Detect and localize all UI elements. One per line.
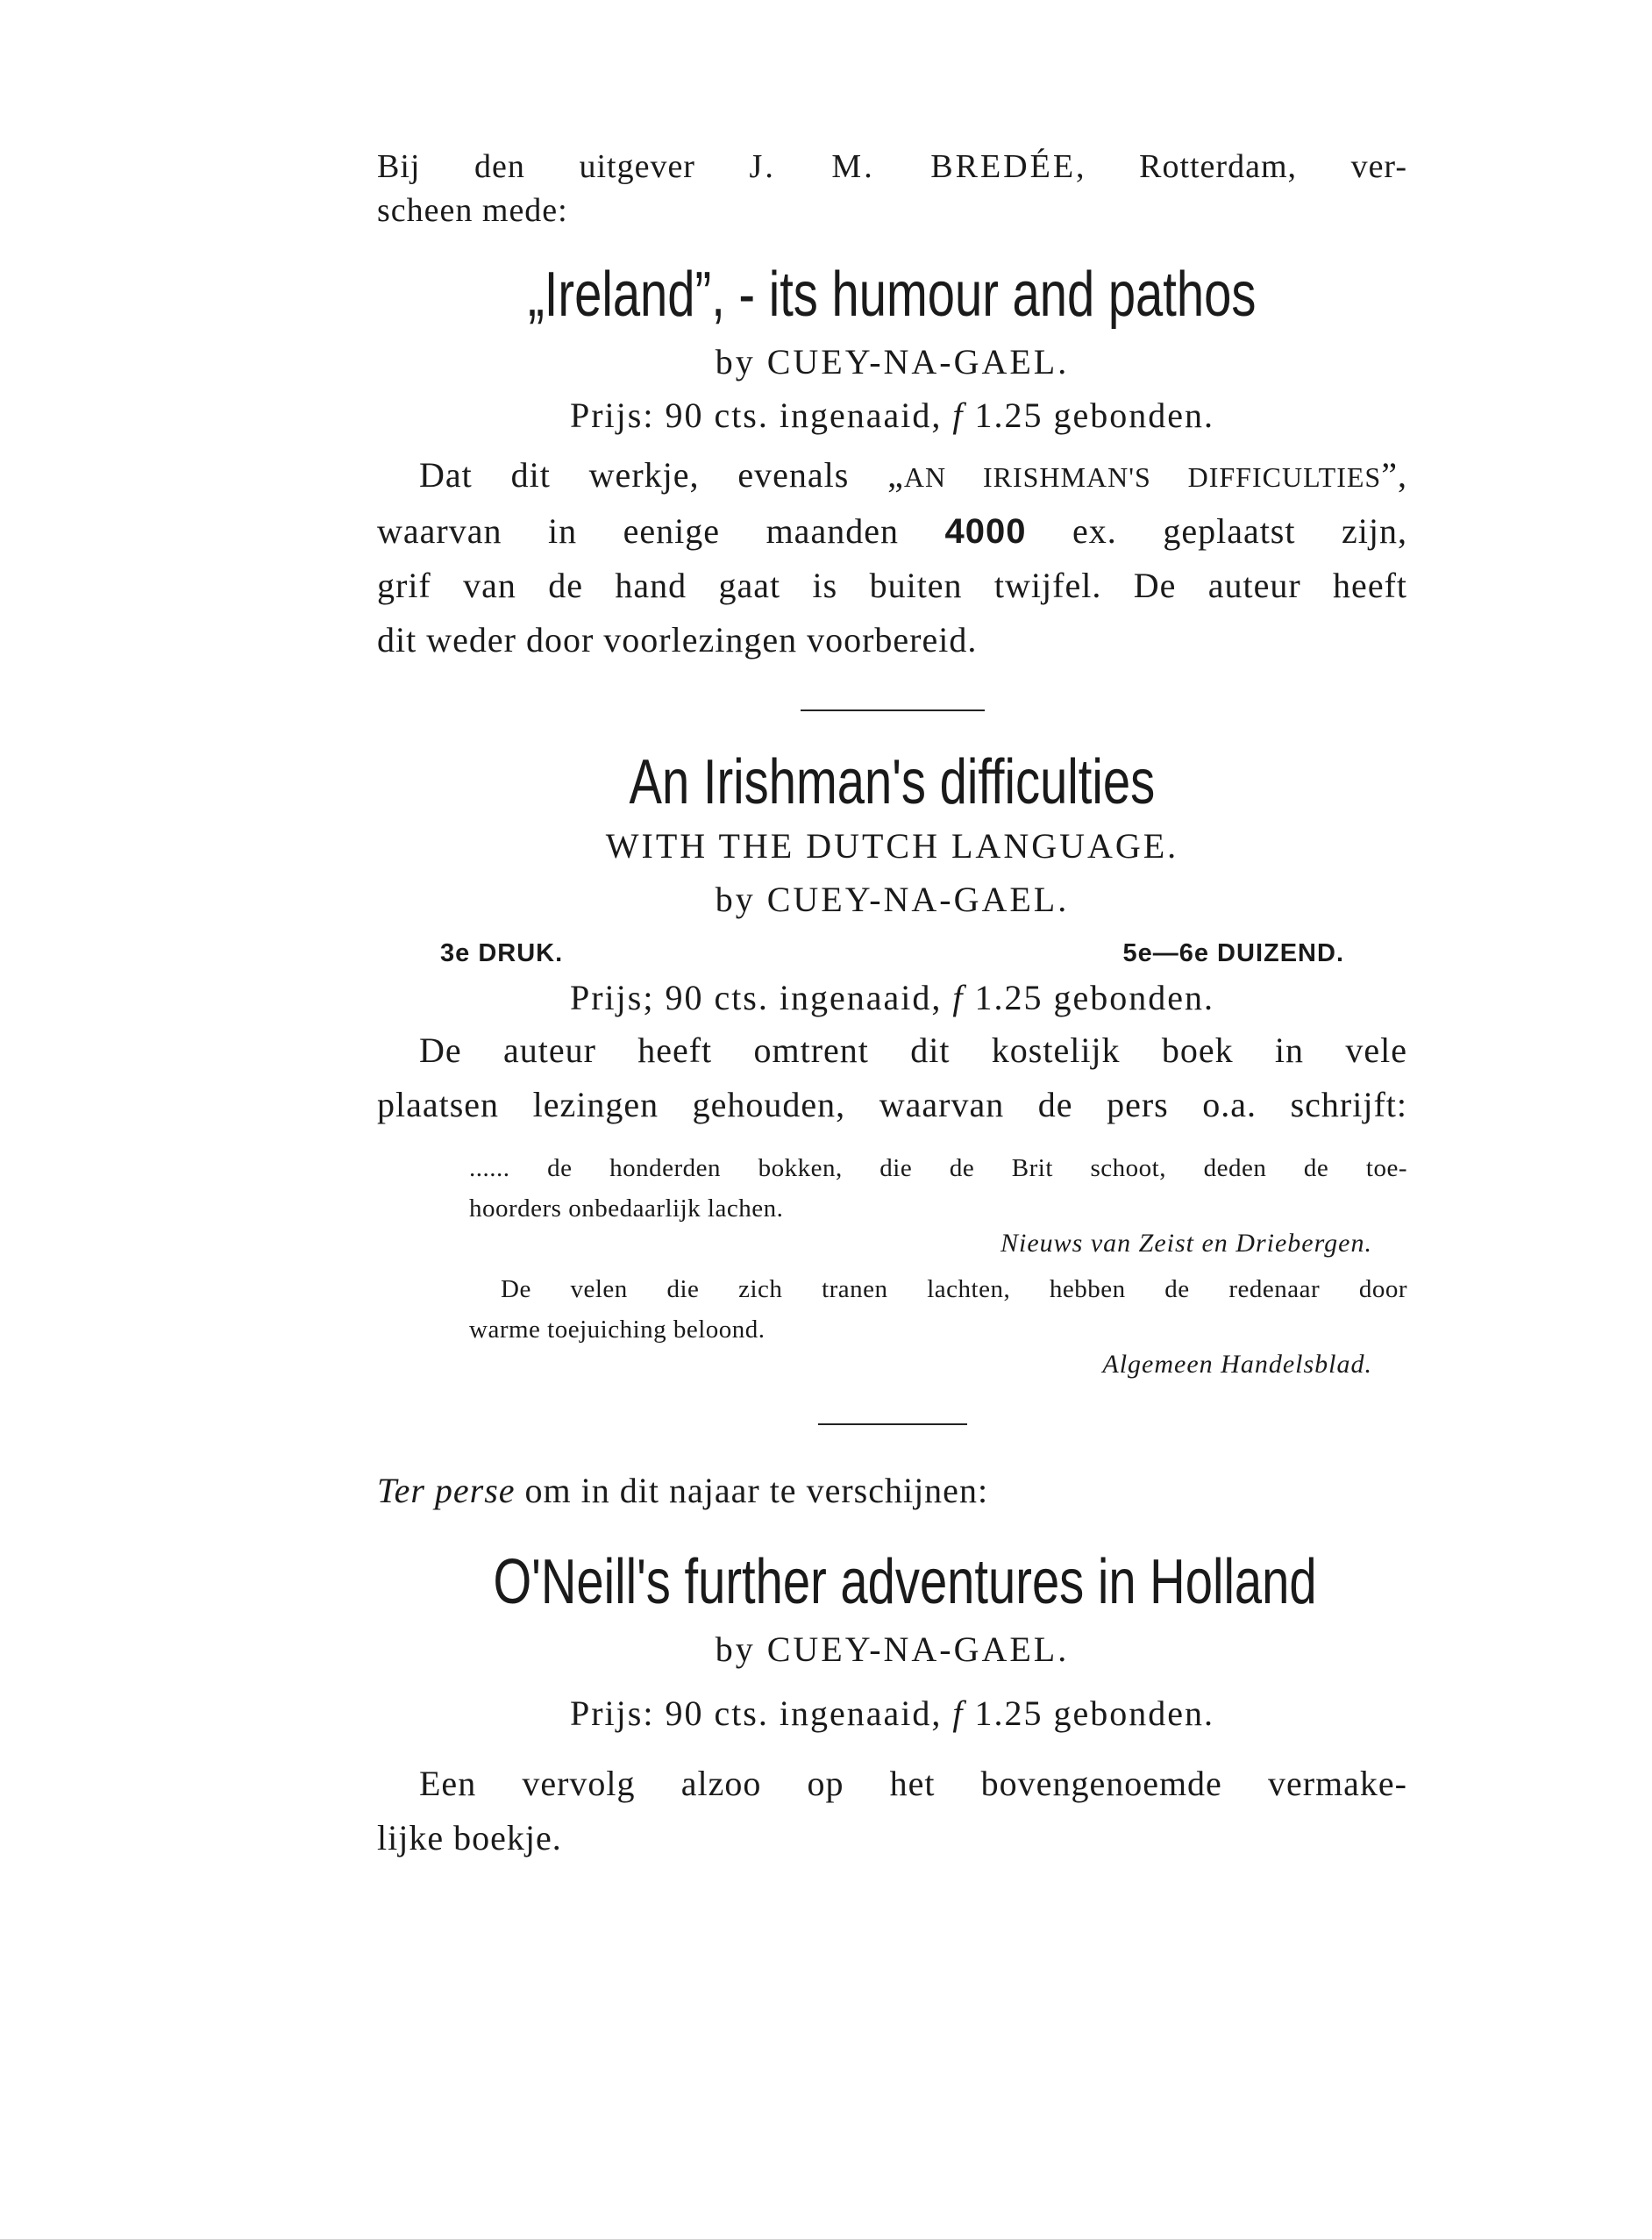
- book1-desc-line2-text: waarvan in eenige maanden: [377, 511, 899, 551]
- book1-florin-sign: f: [952, 396, 965, 435]
- quote2-line1: De velen die zich tranen lachten, hebben de redenaar door: [501, 1275, 1407, 1303]
- book1-desc-line3: grif van de hand gaat is buiten twijfel. De auteur heeft: [377, 566, 1407, 605]
- book1-desc-line1: [377, 448, 1407, 504]
- book2-price-text: Prijs; 90 cts. ingenaaid,: [569, 978, 943, 1017]
- book1-desc-reference: AN IRISHMAN'S DIFFICULTIES: [903, 461, 1382, 493]
- book3-desc-line2: lijke boekje.: [377, 1818, 562, 1858]
- book1-price: [377, 395, 1407, 436]
- book3-description: [377, 1757, 1407, 1865]
- book3-price: [377, 1693, 1407, 1734]
- quote1-source: Nieuws van Zeist en Driebergen.: [1000, 1229, 1372, 1258]
- publisher-intro-line2: scheen mede:: [377, 192, 568, 229]
- quote2-source: Algemeen Handelsblad.: [1102, 1350, 1372, 1379]
- book1-copies-count: 4000: [944, 512, 1027, 551]
- book2-florin-sign: f: [952, 978, 965, 1017]
- book2-thousand: 5e—6e DUIZEND.: [1122, 939, 1344, 967]
- section-divider-2: [818, 1423, 967, 1425]
- book3-announce-text: om in dit najaar te verschijnen:: [524, 1471, 989, 1510]
- intro-text: Bij den uitgever: [377, 148, 695, 185]
- book1-title: „Ireland”, - its humour and pathos: [528, 260, 1257, 330]
- book2-byline: by CUEY-NA-GAEL.: [715, 880, 1070, 919]
- book1-price-bound: 1.25 gebonden.: [974, 396, 1215, 435]
- publisher-name: J. M. BREDÉE: [749, 148, 1077, 185]
- book1-desc-line4: dit weder door voorlezingen voorbereid.: [377, 620, 978, 660]
- book1-desc-line2: [377, 504, 1407, 559]
- quote2-line2: warme toejuiching beloond.: [469, 1316, 765, 1344]
- book2-price: [377, 977, 1407, 1018]
- quote1-line2: hoorders onbedaarlijk lachen.: [469, 1194, 784, 1223]
- book3-desc-line1: Een vervolg alzoo op het bovengenoemde vermake-: [419, 1764, 1407, 1803]
- book3-announce-italic: Ter perse: [377, 1471, 516, 1510]
- press-quotes: [377, 1148, 1407, 1380]
- book3-florin-sign: f: [952, 1694, 965, 1733]
- book1-desc-line2-end: ex. geplaatst zijn,: [1072, 511, 1408, 551]
- book3-price-bound: 1.25 gebonden.: [974, 1694, 1215, 1733]
- book1-desc-text: Dat dit werkje, evenals „: [419, 455, 904, 495]
- book3-title-wrap: [377, 1544, 1407, 1623]
- book2-edition-row: [377, 939, 1407, 968]
- book1-byline: by CUEY-NA-GAEL.: [715, 342, 1070, 381]
- book3-title: O'Neill's further adventures in Holland: [493, 1547, 1317, 1617]
- book1-title-wrap: [377, 257, 1407, 336]
- book2-title: An Irishman's difficulties: [629, 747, 1156, 817]
- book2-title-wrap: [377, 745, 1407, 824]
- section-divider-1: [801, 709, 985, 711]
- advertisement-page: [377, 145, 1407, 1865]
- book2-desc-line1: De auteur heeft omtrent dit kostelijk boek in vele: [419, 1030, 1407, 1070]
- intro-location: , Rotterdam, ver-: [1076, 148, 1407, 185]
- publisher-intro-line1: [377, 145, 1407, 189]
- book1-description: [377, 448, 1407, 667]
- book2-description: [377, 1023, 1407, 1132]
- book3-byline: by CUEY-NA-GAEL.: [715, 1629, 1070, 1669]
- book3-announcement: [377, 1464, 1407, 1518]
- book3-price-text: Prijs: 90 cts. ingenaaid,: [569, 1694, 943, 1733]
- book2-edition: 3e DRUK.: [440, 939, 564, 967]
- book2-desc-line2: plaatsen lezingen gehouden, waarvan de pers o.a. schrijft:: [377, 1085, 1407, 1124]
- book2-price-bound: 1.25 gebonden.: [974, 978, 1215, 1017]
- book1-desc-end: ”,: [1381, 455, 1407, 495]
- book1-price-text: Prijs: 90 cts. ingenaaid,: [569, 396, 943, 435]
- book2-subtitle: WITH THE DUTCH LANGUAGE.: [605, 826, 1179, 866]
- quote1-line1: ...... de honderden bokken, die de Brit schoot, deden de toe-: [469, 1154, 1407, 1182]
